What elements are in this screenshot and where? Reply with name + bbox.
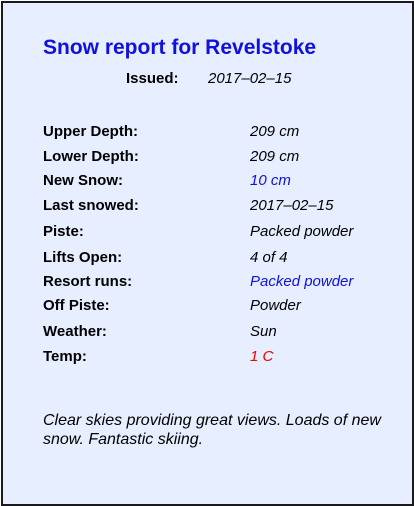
- off-piste-value: Powder: [250, 297, 301, 314]
- piste-value: Packed powder: [250, 223, 354, 240]
- lifts-open-value: 4 of 4: [250, 249, 288, 266]
- report-summary: Clear skies providing great views. Loads of new snow. Fantastic skiing.: [43, 412, 381, 448]
- off-piste-label: Off Piste:: [43, 297, 110, 314]
- new-snow-label: New Snow:: [43, 172, 124, 189]
- piste-label: Piste:: [43, 223, 84, 240]
- last-snowed-value: 2017–02–15: [250, 197, 334, 214]
- weather-value: Sun: [250, 323, 277, 340]
- lower-depth-value: 209 cm: [250, 148, 300, 165]
- upper-depth-label: Upper Depth:: [43, 123, 138, 140]
- resort-runs-label: Resort runs:: [43, 273, 133, 290]
- issued-date: 2017–02–15: [208, 70, 292, 87]
- upper-depth-value: 209 cm: [250, 123, 300, 140]
- weather-label: Weather:: [43, 323, 107, 340]
- temp-value: 1 C: [250, 348, 274, 365]
- lower-depth-label: Lower Depth:: [43, 148, 139, 165]
- lifts-open-label: Lifts Open:: [43, 249, 123, 266]
- report-title: Snow report for Revelstoke: [43, 36, 317, 59]
- resort-runs-value: Packed powder: [250, 273, 354, 290]
- last-snowed-label: Last snowed:: [43, 197, 139, 214]
- new-snow-value: 10 cm: [250, 172, 291, 189]
- issued-label: Issued:: [126, 70, 179, 87]
- temp-label: Temp:: [43, 348, 87, 365]
- snow-report-card: [1, 1, 414, 506]
